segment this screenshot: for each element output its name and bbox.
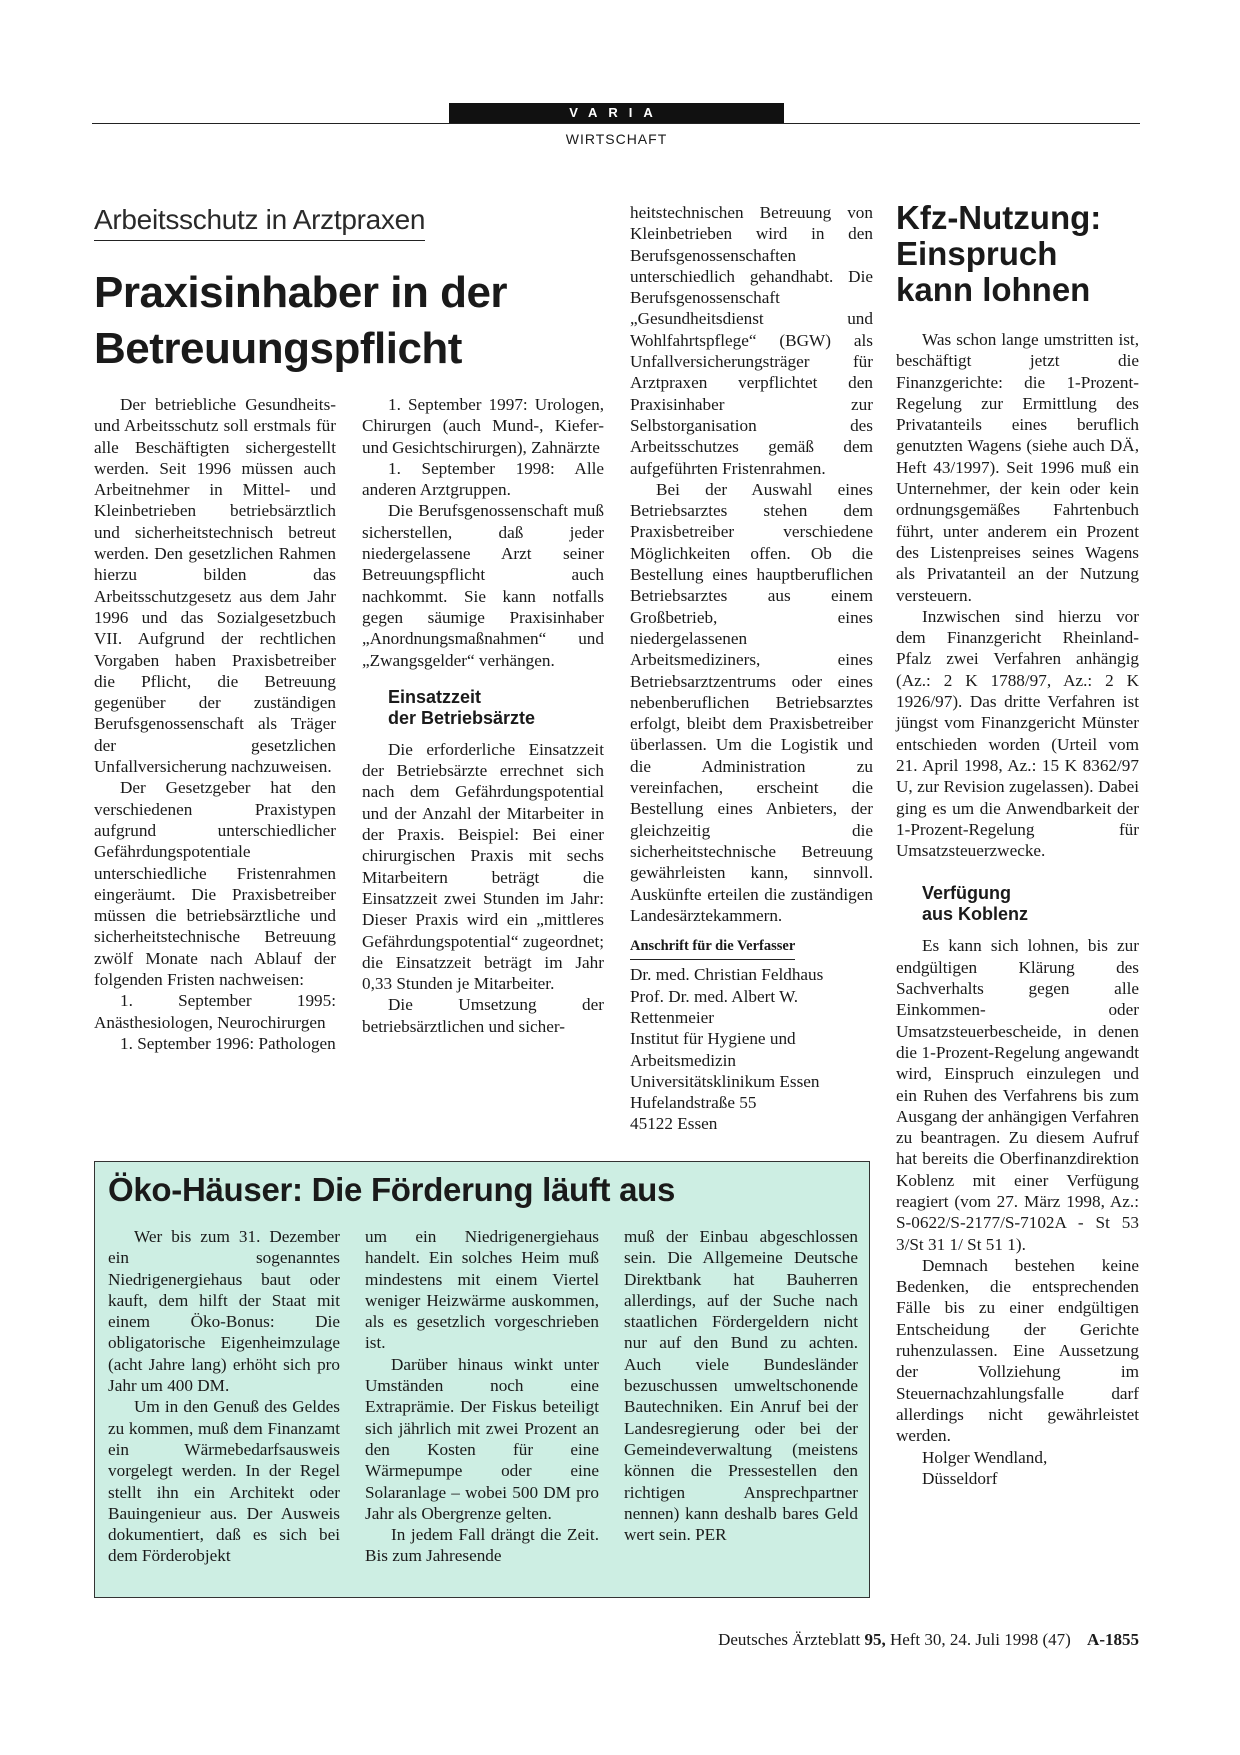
article-column-1	[94, 394, 336, 1054]
journal-volume: 95,	[864, 1630, 886, 1649]
address-line: Arbeitsmedizin	[630, 1050, 736, 1070]
paragraph: Was schon lange umstritten ist, beschäftigt jetzt die Finanzgerichte: die 1-Prozent-Regelung zur Ermittlung des Privatanteils eines beruflich genutzten Wagens (siehe auch DÄ, Heft 43/1997). Seit 1996 muß ein Unternehmer, der kein oder kein ordnungsgemäßes Fahrtenbuch führt, unter anderem ein Prozent des Listenpreises seines Wagens als Privatanteil an der Nutzung versteuern.	[896, 330, 1139, 605]
paragraph: Die Umsetzung der betriebsärztlichen und sicher-	[362, 995, 604, 1036]
subheading	[896, 883, 1139, 925]
article-column-2	[362, 394, 604, 1037]
section-label: WIRTSCHAFT	[565, 131, 668, 147]
headline-line: kann lohnen	[896, 271, 1091, 308]
header-rule	[92, 123, 1140, 124]
subheading	[362, 687, 604, 729]
oeko-column-3	[624, 1226, 858, 1545]
article-kicker: Arbeitsschutz in Arztpraxen	[94, 204, 425, 241]
paragraph: 1. September 1997: Urologen, Chirurgen (auch Mund-, Kiefer- und Gesichtschirurgen), Zahnärzte	[362, 395, 604, 457]
kfz-headline	[896, 200, 1139, 308]
author-address	[630, 964, 873, 1134]
paragraph: um ein Niedrigenergiehaus handelt. Ein solches Heim muß mindestens mit einem Viertel weniger Heizwärme auskommen, als es gesetzlich vorgeschrieben ist.	[365, 1227, 599, 1353]
subheading-line: Verfügung	[922, 883, 1011, 904]
paragraph: Wer bis zum 31. Dezember ein sogenanntes Niedrigenergiehaus baut oder kauft, dem hilft der Staat mit einem Öko-Bonus: Die obligatorische Eigenheimzulage (acht Jahre lang) erhöht sich pro Jahr um 400 DM.	[108, 1227, 340, 1396]
paragraph: Es kann sich lohnen, bis zur endgültigen Klärung des Sachverhalts gegen alle Einkommen- oder Umsatzsteuerbescheide, in denen die 1-Prozent-Regelung angewandt wird, Einspruch einzulegen und ein Ruhen des Verfahrens bis zum Ausgang der anhängigen Verfahren zu beantragen. Zu diesem Aufruf hat bereits die Oberfinanzdirektion Koblenz mit einer Verfügung reagiert (vom 27. März 1998, Az.: S-0622/S-2177/S-7102A - St 53 3/St 31 1/ St 51 1).	[896, 936, 1139, 1254]
journal-name: Deutsches Ärzteblatt	[718, 1630, 861, 1649]
paragraph: Inzwischen sind hierzu vor dem Finanzgericht Rheinland-Pfalz zwei Verfahren anhängig (Az.: 2 K 1788/97, Az.: 2 K 1926/97). Das dritte Verfahren ist jüngst vom Finanzgericht Münster entschieden worden (Urteil vom 21. April 1998, Az.: 15 K 8362/97 U, zur Revision zugelassen). Dabei ging es um die Anwendbarkeit der 1-Prozent-Regelung für Umsatzsteuerzwecke.	[896, 606, 1139, 861]
paragraph: Der Gesetzgeber hat den verschiedenen Praxistypen aufgrund unterschiedlicher Gefährdungspotentiale unterschiedliche Fristenrahmen eingeräumt. Die Praxisbetreiber müssen die betriebsärztliche und sicherheitstechnische Betreuung zwölf Monate nach Ablauf der folgenden Fristen nachweisen:	[94, 778, 336, 990]
paragraph: Darüber hinaus winkt unter Umständen noch eine Extraprämie. Der Fiskus beteiligt sich jährlich mit zwei Prozent an den Kosten für eine Wärmepumpe oder eine Solaranlage – wobei 500 DM pro Jahr als Obergrenze gelten.	[365, 1354, 599, 1523]
author-location: Düsseldorf	[922, 1468, 998, 1488]
paragraph: In jedem Fall drängt die Zeit. Bis zum Jahresende	[365, 1525, 599, 1566]
paragraph: Der betriebliche Gesundheits- und Arbeitsschutz soll erstmals für alle Beschäftigten sichergestellt werden. Seit 1996 müssen auch Arbeitnehmer in Mittel- und Kleinbetrieben betriebsärztlich und sicherheitstechnisch betreut werden. Den gesetzlichen Rahmen hierzu bilden das Arbeitsschutzgesetz aus dem Jahr 1996 und das Sozialgesetzbuch VII. Aufgrund der rechtlichen Vorgaben haben Praxisbetreiber die Pflicht, die Betreuung gegenüber der zuständigen Berufsgenossenschaft als Träger der gesetzlichen Unfallversicherung nachzuweisen.	[94, 395, 336, 777]
page-number: A-1855	[1087, 1630, 1139, 1649]
article-column-3	[630, 202, 873, 1135]
oeko-headline: Öko-Häuser: Die Förderung läuft aus	[108, 1171, 676, 1208]
subheading-line: der Betriebsärzte	[388, 707, 536, 728]
paragraph: 1. September 1998: Alle anderen Arztgruppen.	[362, 458, 604, 500]
paragraph: Die erforderliche Einsatzzeit der Betriebsärzte errechnet sich nach dem Gefährdungspotential und der Anzahl der Mitarbeiter in der Praxis. Beispiel: Bei einer chirurgischen Praxis mit sechs Mitarbeitern beträgt die Einsatzzeit zwei Stunden im Jahr: Dieser Praxis wird ein „mittleres Gefährdungspotential“ zugeordnet; die Einsatzzeit beträgt im Jahr 0,33 Stunden je Mitarbeiter.	[362, 739, 604, 994]
paragraph: 1. September 1995: Anästhesiologen, Neurochirurgen	[94, 991, 336, 1032]
paragraph: muß der Einbau abgeschlossen sein. Die Allgemeine Deutsche Direktbank hat Bauherren allerdings, auf der Suche nach staatlichen Fördergeldern nicht nur auf den Bund zu achten. Auch viele Bundesländer bezuschussen umweltschonende Bautechniken. Ein Anruf bei der Landesregierung oder bei der Gemeindeverwaltung (meistens können die Pressestellen den richtigen Ansprechpartner nennen) kann deshalb bares Geld wert sein. PER	[624, 1227, 858, 1545]
headline-line: Einspruch	[896, 235, 1058, 272]
section-bar: VARIA	[449, 103, 784, 123]
article-headline	[94, 265, 614, 377]
address-line: Dr. med. Christian Feldhaus	[630, 965, 824, 985]
address-line: Institut für Hygiene und	[630, 1029, 796, 1049]
address-line: Prof. Dr. med. Albert W.	[630, 986, 799, 1006]
subheading-line: Einsatzzeit	[388, 686, 482, 707]
paragraph: heitstechnischen Betreuung von Kleinbetrieben wird in den Berufsgenossenschaften unterschiedlich gehandhabt. Die Berufsgenossenschaft „Gesundheitsdienst und Wohlfahrtspflege“ (BGW) als Unfallversicherungsträger für Arztpraxen verpflichtet den Praxisinhaber zur Selbstorganisation des Arbeitsschutzes gemäß dem aufgeführten Fristenrahmen.	[630, 203, 873, 478]
address-line: Rettenmeier	[630, 1007, 714, 1027]
subheading-line: aus Koblenz	[922, 904, 1029, 925]
address-line: 45122 Essen	[630, 1114, 718, 1134]
page-footer	[630, 1630, 1139, 1650]
address-line: Universitätsklinikum Essen	[630, 1071, 820, 1091]
oeko-column-1	[108, 1226, 340, 1567]
headline-line: Kfz-Nutzung:	[896, 199, 1102, 236]
paragraph: Die Berufsgenossenschaft muß sicherstellen, daß jeder niedergelassene Arzt seiner Betreuungspflicht auch nachkommt. Sie kann notfalls gegen säumige Praxisinhaber „Anordnungsmaßnahmen“ und „Zwangsgelder“ verhängen.	[362, 501, 604, 670]
paragraph: Demnach bestehen keine Bedenken, die entsprechenden Fälle bis zu einer endgültigen Entscheidung der Gerichte ruhenzulassen. Eine Aussetzung der Vollziehung im Steuernachzahlungsfalle darf allerdings nicht gewährleistet werden.	[896, 1255, 1139, 1446]
paragraph: Um in den Genuß des Geldes zu kommen, muß dem Finanzamt ein Wärmebedarfsausweis vorgelegt werden. In der Regel stellt ihn ein Architekt oder Bauingenieur aus. Der Ausweis dokumentiert, daß es sich bei dem Förderobjekt	[108, 1397, 340, 1566]
headline-line: Praxisinhaber in der	[94, 268, 508, 317]
headline-line: Betreuungspflicht	[94, 324, 462, 373]
address-line: Hufelandstraße 55	[630, 1093, 757, 1113]
kfz-column	[896, 329, 1139, 1489]
paragraph: 1. September 1996: Pathologen	[120, 1033, 336, 1053]
address-heading: Anschrift für die Verfasser	[630, 936, 795, 960]
journal-issue: Heft 30, 24. Juli 1998 (47)	[889, 1630, 1071, 1649]
oeko-column-2	[365, 1226, 599, 1567]
author-name: Holger Wendland,	[922, 1447, 1048, 1467]
paragraph: Bei der Auswahl eines Betriebsarztes stehen dem Praxisbetreiber verschiedene Möglichkeiten offen. Ob die Bestellung eines hauptberuflichen Betriebsarztes aus einem Großbetrieb, eines niedergelassenen Arbeitsmediziners, eines Betriebsarztzentrums oder eines nebenberuflichen Betriebsarztes erfolgt, bleibt dem Praxisbetreiber überlassen. Um die Logistik und die Administration zu vereinfachen, erscheint die Bestellung eines Anbieters, der gleichzeitig die sicherheitstechnische Betreuung gewährleisten kann, sinnvoll. Auskünfte erteilen die zuständigen Landesärztekammern.	[630, 479, 873, 925]
